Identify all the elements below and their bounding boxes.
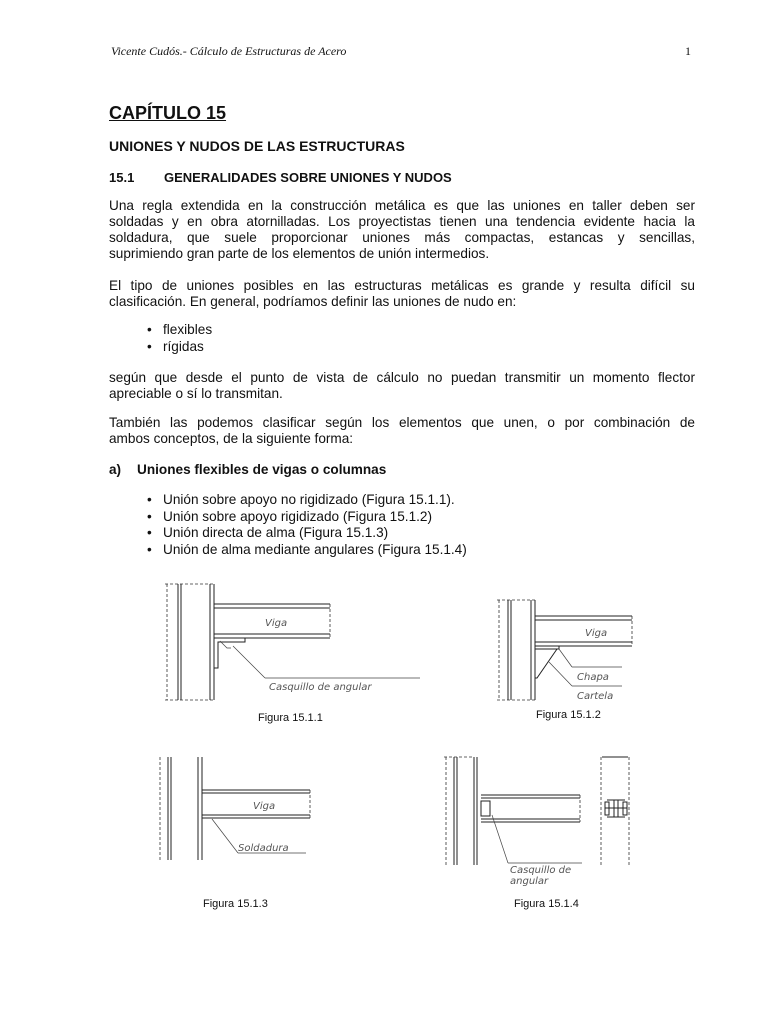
angle-cleat-label: Casquillo de angular [269,682,372,693]
paragraph-3 [109,370,695,402]
plate-label: Chapa [577,672,609,683]
running-title: Vicente Cudós.- Cálculo de Estructuras de Acero [111,44,347,58]
angle-cleat-label-line-1: Casquillo de [510,865,572,876]
paragraph-line: ambos conceptos, de la siguiente forma: [109,431,354,446]
beam-label: Viga [265,618,288,629]
joint-type-list [147,322,212,355]
chapter-heading: CAPÍTULO 15 [109,103,227,123]
figure-caption: Figura 15.1.3 [203,898,268,910]
paragraph-line: apreciable o sí lo transmitan. [109,386,283,401]
subsection-letter: a) [109,462,122,477]
chapter-title: UNIONES Y NUDOS DE LAS ESTRUCTURAS [109,138,405,154]
figure-caption: Figura 15.1.1 [258,712,323,724]
paragraph-1 [109,198,695,262]
list-item: • Unión de alma mediante angulares (Figura 15.1.4) [147,542,467,559]
list-item: • Unión sobre apoyo no rigidizado (Figura 15.1.1). [147,492,467,509]
page-number: 1 [685,44,691,58]
paragraph-2 [109,278,695,310]
paragraph-line: Una regla extendida en la construcción metálica es que las uniones en taller deben ser [109,198,695,213]
figure-caption: Figura 15.1.4 [514,898,579,910]
list-item: • rígidas [147,339,212,356]
section-heading [109,170,452,185]
flexible-joint-list [147,492,467,558]
angle-cleat-label-line-2: angular [510,876,549,887]
list-item: • Unión directa de alma (Figura 15.1.3) [147,525,467,542]
paragraph-line: según que desde el punto de vista de cálculo no puedan transmitir un momento flector [109,370,695,385]
gusset-label: Cartela [577,691,614,702]
figure-15-1-4-drawing [444,755,644,890]
paragraph-line: soldadas y en obra atornilladas. Los proyectistas tienen una tendencia evidente hacia la [109,214,695,229]
paragraph-line: suprimiendo gran parte de los elementos de unión intermedios. [109,246,490,261]
figure-15-1-1-drawing [165,578,435,708]
section-number: 15.1 [109,170,135,185]
figure-15-1-2-drawing [497,596,637,706]
beam-label: Viga [253,801,276,812]
subsection-title: Uniones flexibles de vigas o columnas [137,462,387,477]
paragraph-line: clasificación. En general, podríamos definir las uniones de nudo en: [109,294,517,309]
beam-label: Viga [585,628,608,639]
figure-caption: Figura 15.1.2 [536,709,601,721]
list-item: • flexibles [147,322,212,339]
paragraph-4 [109,415,695,447]
figure-15-1-3-drawing [158,755,318,865]
subsection-heading [109,462,386,477]
list-item: • Unión sobre apoyo rigidizado (Figura 15.1.2) [147,509,467,526]
paragraph-line: soldadura, que suele proporcionar uniones más compactas, estancas y sencillas, [109,230,695,245]
weld-label: Soldadura [238,843,289,854]
paragraph-line: El tipo de uniones posibles en las estructuras metálicas es grande y resulta difícil su [109,278,695,293]
section-title: GENERALIDADES SOBRE UNIONES Y NUDOS [164,170,452,185]
paragraph-line: También las podemos clasificar según los elementos que unen, o por combinación de [109,415,695,430]
running-header [111,44,691,59]
